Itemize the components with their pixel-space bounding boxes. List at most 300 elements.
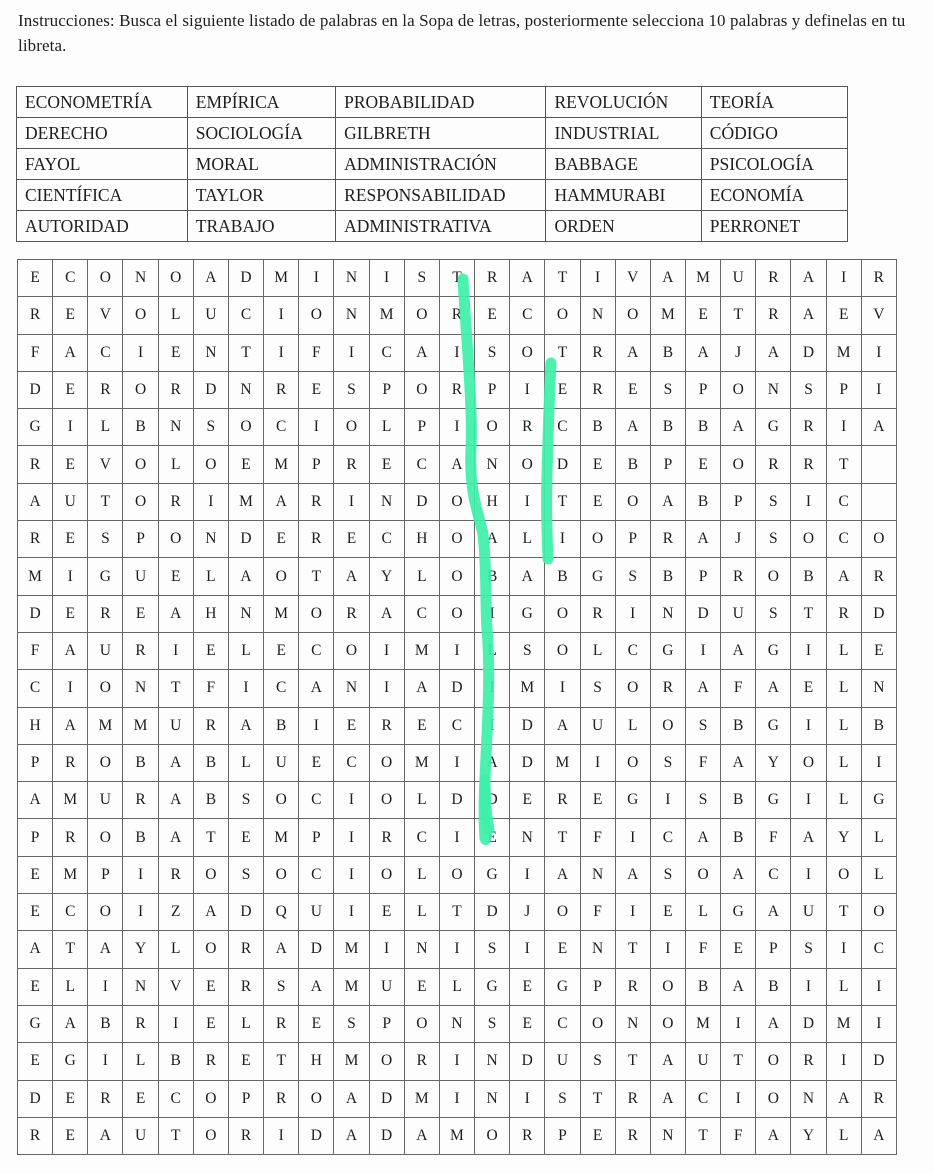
grid-cell[interactable]: B bbox=[158, 1043, 193, 1080]
grid-cell[interactable]: C bbox=[334, 744, 369, 781]
grid-cell[interactable]: E bbox=[685, 297, 720, 334]
grid-cell[interactable]: T bbox=[826, 446, 861, 483]
grid-cell[interactable]: B bbox=[123, 744, 158, 781]
grid-cell[interactable]: E bbox=[650, 894, 685, 931]
grid-cell[interactable]: U bbox=[123, 1117, 158, 1154]
grid-cell[interactable]: O bbox=[193, 1117, 228, 1154]
grid-cell[interactable]: E bbox=[580, 483, 615, 520]
grid-cell[interactable]: C bbox=[53, 260, 88, 297]
grid-cell[interactable]: R bbox=[369, 819, 404, 856]
grid-cell[interactable]: U bbox=[264, 744, 299, 781]
grid-cell[interactable]: O bbox=[685, 856, 720, 893]
grid-cell[interactable]: E bbox=[545, 371, 580, 408]
grid-cell[interactable]: T bbox=[615, 931, 650, 968]
grid-cell[interactable]: O bbox=[299, 297, 334, 334]
grid-cell[interactable]: O bbox=[439, 856, 474, 893]
grid-cell[interactable]: D bbox=[510, 707, 545, 744]
grid-cell[interactable]: M bbox=[88, 707, 123, 744]
grid-cell[interactable]: I bbox=[228, 670, 263, 707]
grid-cell[interactable]: I bbox=[53, 558, 88, 595]
grid-cell[interactable]: R bbox=[299, 521, 334, 558]
grid-cell[interactable]: S bbox=[475, 334, 510, 371]
grid-cell[interactable]: H bbox=[404, 521, 439, 558]
grid-cell[interactable]: O bbox=[615, 744, 650, 781]
grid-cell[interactable]: L bbox=[861, 819, 896, 856]
grid-cell[interactable]: V bbox=[615, 260, 650, 297]
grid-cell[interactable]: M bbox=[404, 744, 439, 781]
grid-cell[interactable]: I bbox=[861, 1005, 896, 1042]
grid-cell[interactable]: S bbox=[545, 1080, 580, 1117]
grid-cell[interactable]: O bbox=[404, 371, 439, 408]
grid-cell[interactable]: R bbox=[123, 1005, 158, 1042]
grid-cell[interactable]: M bbox=[685, 260, 720, 297]
grid-cell[interactable]: O bbox=[123, 371, 158, 408]
grid-cell[interactable]: I bbox=[826, 260, 861, 297]
grid-cell[interactable]: O bbox=[193, 446, 228, 483]
grid-cell[interactable]: M bbox=[510, 670, 545, 707]
grid-cell[interactable]: M bbox=[264, 260, 299, 297]
grid-cell[interactable]: O bbox=[228, 409, 263, 446]
grid-cell[interactable]: C bbox=[545, 409, 580, 446]
grid-cell[interactable]: I bbox=[158, 1005, 193, 1042]
grid-cell[interactable]: N bbox=[475, 1080, 510, 1117]
grid-cell[interactable]: C bbox=[615, 632, 650, 669]
grid-cell[interactable]: T bbox=[721, 1043, 756, 1080]
grid-cell[interactable]: N bbox=[123, 260, 158, 297]
grid-cell[interactable]: A bbox=[158, 595, 193, 632]
grid-cell[interactable]: O bbox=[545, 632, 580, 669]
grid-cell[interactable]: B bbox=[193, 744, 228, 781]
grid-cell[interactable]: E bbox=[158, 558, 193, 595]
grid-cell[interactable]: E bbox=[826, 297, 861, 334]
grid-cell[interactable]: S bbox=[650, 371, 685, 408]
grid-cell[interactable]: O bbox=[264, 782, 299, 819]
grid-cell[interactable]: D bbox=[369, 1080, 404, 1117]
grid-cell[interactable]: E bbox=[615, 371, 650, 408]
grid-cell[interactable]: N bbox=[756, 371, 791, 408]
grid-cell[interactable]: N bbox=[123, 968, 158, 1005]
grid-cell[interactable]: R bbox=[18, 446, 53, 483]
grid-cell[interactable]: D bbox=[439, 782, 474, 819]
grid-cell[interactable]: I bbox=[650, 782, 685, 819]
grid-cell[interactable]: B bbox=[650, 409, 685, 446]
grid-cell[interactable]: B bbox=[545, 558, 580, 595]
grid-cell[interactable]: D bbox=[475, 782, 510, 819]
grid-cell[interactable]: I bbox=[439, 819, 474, 856]
grid-cell[interactable]: E bbox=[369, 894, 404, 931]
grid-cell[interactable]: I bbox=[545, 521, 580, 558]
grid-cell[interactable]: E bbox=[299, 371, 334, 408]
grid-cell[interactable]: Q bbox=[264, 894, 299, 931]
grid-cell[interactable]: B bbox=[650, 558, 685, 595]
grid-cell[interactable]: I bbox=[615, 819, 650, 856]
grid-cell[interactable]: B bbox=[193, 782, 228, 819]
grid-cell[interactable]: A bbox=[264, 483, 299, 520]
grid-cell[interactable]: I bbox=[53, 409, 88, 446]
grid-cell[interactable]: A bbox=[18, 483, 53, 520]
grid-cell[interactable]: S bbox=[510, 632, 545, 669]
grid-cell[interactable]: O bbox=[580, 521, 615, 558]
grid-cell[interactable]: L bbox=[439, 968, 474, 1005]
grid-cell[interactable]: L bbox=[580, 632, 615, 669]
grid-cell[interactable]: F bbox=[18, 632, 53, 669]
grid-cell[interactable]: O bbox=[88, 744, 123, 781]
grid-cell[interactable]: A bbox=[334, 1080, 369, 1117]
grid-cell[interactable]: I bbox=[826, 409, 861, 446]
grid-cell[interactable]: C bbox=[88, 334, 123, 371]
grid-cell[interactable]: M bbox=[369, 297, 404, 334]
grid-cell[interactable]: N bbox=[123, 670, 158, 707]
grid-cell[interactable]: E bbox=[299, 744, 334, 781]
grid-cell[interactable]: P bbox=[475, 371, 510, 408]
grid-cell[interactable]: O bbox=[475, 409, 510, 446]
grid-cell[interactable]: C bbox=[18, 670, 53, 707]
grid-cell[interactable]: G bbox=[650, 632, 685, 669]
grid-cell[interactable]: R bbox=[756, 297, 791, 334]
grid-cell[interactable]: T bbox=[228, 334, 263, 371]
grid-cell[interactable]: O bbox=[369, 1043, 404, 1080]
grid-cell[interactable]: M bbox=[404, 1080, 439, 1117]
grid-cell[interactable]: G bbox=[756, 409, 791, 446]
grid-cell[interactable]: J bbox=[510, 894, 545, 931]
grid-cell[interactable]: C bbox=[264, 409, 299, 446]
grid-cell[interactable]: R bbox=[158, 856, 193, 893]
grid-cell[interactable]: U bbox=[158, 707, 193, 744]
grid-cell[interactable]: R bbox=[123, 782, 158, 819]
grid-cell[interactable]: C bbox=[826, 521, 861, 558]
grid-cell[interactable]: R bbox=[18, 1117, 53, 1154]
grid-cell[interactable]: O bbox=[334, 632, 369, 669]
grid-cell[interactable]: P bbox=[123, 521, 158, 558]
grid-cell[interactable]: C bbox=[158, 1080, 193, 1117]
grid-cell[interactable]: S bbox=[685, 707, 720, 744]
grid-cell[interactable]: E bbox=[53, 371, 88, 408]
grid-cell[interactable]: E bbox=[721, 931, 756, 968]
grid-cell[interactable]: I bbox=[791, 968, 826, 1005]
grid-cell[interactable]: R bbox=[228, 1117, 263, 1154]
grid-cell[interactable]: E bbox=[53, 1117, 88, 1154]
grid-cell[interactable]: T bbox=[721, 297, 756, 334]
grid-cell[interactable]: A bbox=[369, 595, 404, 632]
grid-cell[interactable]: T bbox=[545, 483, 580, 520]
grid-cell[interactable]: T bbox=[299, 558, 334, 595]
grid-cell[interactable]: E bbox=[193, 968, 228, 1005]
grid-cell[interactable]: O bbox=[299, 1080, 334, 1117]
grid-cell[interactable]: E bbox=[580, 1117, 615, 1154]
grid-cell[interactable]: O bbox=[369, 856, 404, 893]
grid-cell[interactable]: R bbox=[826, 595, 861, 632]
grid-cell[interactable]: O bbox=[369, 782, 404, 819]
grid-cell[interactable]: V bbox=[88, 297, 123, 334]
grid-cell[interactable]: S bbox=[193, 409, 228, 446]
grid-cell[interactable]: A bbox=[615, 856, 650, 893]
grid-cell[interactable]: E bbox=[334, 707, 369, 744]
grid-cell[interactable]: C bbox=[404, 446, 439, 483]
grid-cell[interactable]: T bbox=[439, 894, 474, 931]
grid-cell[interactable]: E bbox=[228, 819, 263, 856]
grid-cell[interactable]: E bbox=[475, 819, 510, 856]
grid-cell[interactable]: A bbox=[826, 1080, 861, 1117]
grid-cell[interactable]: Y bbox=[756, 744, 791, 781]
grid-cell[interactable]: B bbox=[685, 483, 720, 520]
grid-cell[interactable]: L bbox=[826, 707, 861, 744]
grid-cell[interactable]: D bbox=[228, 260, 263, 297]
grid-cell[interactable]: O bbox=[439, 558, 474, 595]
grid-cell[interactable]: R bbox=[299, 483, 334, 520]
grid-cell[interactable]: G bbox=[861, 782, 896, 819]
grid-cell[interactable]: I bbox=[475, 595, 510, 632]
grid-cell[interactable]: B bbox=[475, 558, 510, 595]
grid-cell[interactable]: P bbox=[580, 968, 615, 1005]
grid-cell[interactable]: O bbox=[123, 297, 158, 334]
grid-cell[interactable] bbox=[861, 446, 896, 483]
grid-cell[interactable]: I bbox=[685, 632, 720, 669]
grid-cell[interactable]: I bbox=[123, 334, 158, 371]
grid-cell[interactable]: R bbox=[756, 446, 791, 483]
grid-cell[interactable]: M bbox=[18, 558, 53, 595]
grid-cell[interactable]: I bbox=[510, 371, 545, 408]
grid-cell[interactable]: A bbox=[439, 446, 474, 483]
grid-cell[interactable]: L bbox=[861, 856, 896, 893]
grid-cell[interactable] bbox=[861, 483, 896, 520]
grid-cell[interactable]: A bbox=[756, 334, 791, 371]
grid-cell[interactable]: A bbox=[334, 1117, 369, 1154]
grid-cell[interactable]: E bbox=[18, 968, 53, 1005]
grid-cell[interactable]: T bbox=[264, 1043, 299, 1080]
grid-cell[interactable]: B bbox=[721, 819, 756, 856]
grid-cell[interactable]: N bbox=[510, 819, 545, 856]
grid-cell[interactable]: I bbox=[615, 595, 650, 632]
grid-cell[interactable]: B bbox=[791, 558, 826, 595]
grid-cell[interactable]: I bbox=[299, 409, 334, 446]
grid-cell[interactable]: O bbox=[404, 1005, 439, 1042]
grid-cell[interactable]: O bbox=[650, 1005, 685, 1042]
grid-cell[interactable]: A bbox=[791, 297, 826, 334]
grid-cell[interactable]: A bbox=[721, 632, 756, 669]
grid-cell[interactable]: A bbox=[334, 558, 369, 595]
grid-cell[interactable]: I bbox=[791, 782, 826, 819]
grid-cell[interactable]: S bbox=[580, 670, 615, 707]
grid-cell[interactable]: E bbox=[18, 260, 53, 297]
grid-cell[interactable]: C bbox=[369, 521, 404, 558]
grid-cell[interactable]: A bbox=[721, 744, 756, 781]
grid-cell[interactable]: P bbox=[18, 819, 53, 856]
grid-cell[interactable]: R bbox=[193, 1043, 228, 1080]
grid-cell[interactable]: D bbox=[791, 334, 826, 371]
grid-cell[interactable]: A bbox=[756, 670, 791, 707]
grid-cell[interactable]: T bbox=[545, 260, 580, 297]
grid-cell[interactable]: A bbox=[53, 334, 88, 371]
grid-cell[interactable]: M bbox=[826, 1005, 861, 1042]
grid-cell[interactable]: A bbox=[299, 670, 334, 707]
grid-cell[interactable]: T bbox=[791, 595, 826, 632]
grid-cell[interactable]: S bbox=[650, 744, 685, 781]
grid-cell[interactable]: A bbox=[545, 707, 580, 744]
grid-cell[interactable]: R bbox=[439, 297, 474, 334]
grid-cell[interactable]: I bbox=[439, 1080, 474, 1117]
grid-cell[interactable]: H bbox=[299, 1043, 334, 1080]
grid-cell[interactable]: T bbox=[158, 670, 193, 707]
grid-cell[interactable]: I bbox=[369, 632, 404, 669]
grid-cell[interactable]: R bbox=[228, 968, 263, 1005]
grid-cell[interactable]: A bbox=[158, 782, 193, 819]
grid-cell[interactable]: R bbox=[334, 595, 369, 632]
grid-cell[interactable]: G bbox=[615, 782, 650, 819]
grid-cell[interactable]: C bbox=[264, 670, 299, 707]
grid-cell[interactable]: D bbox=[299, 931, 334, 968]
grid-cell[interactable]: I bbox=[334, 856, 369, 893]
grid-cell[interactable]: R bbox=[861, 558, 896, 595]
grid-cell[interactable]: T bbox=[88, 483, 123, 520]
grid-cell[interactable]: N bbox=[193, 334, 228, 371]
grid-cell[interactable]: S bbox=[228, 782, 263, 819]
grid-cell[interactable]: I bbox=[88, 1043, 123, 1080]
grid-cell[interactable]: I bbox=[721, 1005, 756, 1042]
grid-cell[interactable]: D bbox=[193, 371, 228, 408]
grid-cell[interactable]: I bbox=[369, 670, 404, 707]
grid-cell[interactable]: F bbox=[756, 819, 791, 856]
grid-cell[interactable]: R bbox=[580, 334, 615, 371]
grid-cell[interactable]: P bbox=[826, 371, 861, 408]
grid-cell[interactable]: B bbox=[756, 968, 791, 1005]
grid-cell[interactable]: R bbox=[439, 371, 474, 408]
grid-cell[interactable]: A bbox=[791, 819, 826, 856]
grid-cell[interactable]: O bbox=[791, 521, 826, 558]
grid-cell[interactable]: I bbox=[439, 632, 474, 669]
grid-cell[interactable]: S bbox=[756, 521, 791, 558]
grid-cell[interactable]: I bbox=[88, 968, 123, 1005]
grid-cell[interactable]: V bbox=[88, 446, 123, 483]
grid-cell[interactable]: P bbox=[685, 558, 720, 595]
grid-cell[interactable]: A bbox=[510, 260, 545, 297]
grid-cell[interactable]: M bbox=[53, 856, 88, 893]
grid-cell[interactable]: O bbox=[861, 894, 896, 931]
grid-cell[interactable]: A bbox=[650, 260, 685, 297]
grid-cell[interactable]: G bbox=[756, 782, 791, 819]
grid-cell[interactable]: I bbox=[510, 856, 545, 893]
grid-cell[interactable]: F bbox=[299, 334, 334, 371]
grid-cell[interactable]: P bbox=[685, 371, 720, 408]
grid-cell[interactable]: O bbox=[510, 446, 545, 483]
grid-cell[interactable]: O bbox=[193, 931, 228, 968]
grid-cell[interactable]: O bbox=[545, 894, 580, 931]
grid-cell[interactable]: I bbox=[580, 260, 615, 297]
grid-cell[interactable]: O bbox=[264, 856, 299, 893]
grid-cell[interactable]: I bbox=[826, 931, 861, 968]
grid-cell[interactable]: D bbox=[228, 894, 263, 931]
grid-cell[interactable]: U bbox=[193, 297, 228, 334]
grid-cell[interactable]: L bbox=[228, 744, 263, 781]
grid-cell[interactable]: E bbox=[264, 632, 299, 669]
grid-cell[interactable]: V bbox=[158, 968, 193, 1005]
grid-cell[interactable]: U bbox=[721, 260, 756, 297]
grid-cell[interactable]: O bbox=[791, 744, 826, 781]
grid-cell[interactable]: P bbox=[299, 446, 334, 483]
grid-cell[interactable]: A bbox=[861, 409, 896, 446]
grid-cell[interactable]: T bbox=[545, 819, 580, 856]
grid-cell[interactable]: O bbox=[193, 1080, 228, 1117]
grid-cell[interactable]: R bbox=[88, 1080, 123, 1117]
grid-cell[interactable]: E bbox=[791, 670, 826, 707]
grid-cell[interactable]: S bbox=[475, 1005, 510, 1042]
grid-cell[interactable]: I bbox=[158, 632, 193, 669]
grid-cell[interactable]: G bbox=[53, 1043, 88, 1080]
grid-cell[interactable]: E bbox=[580, 446, 615, 483]
grid-cell[interactable]: M bbox=[650, 297, 685, 334]
grid-cell[interactable]: E bbox=[53, 595, 88, 632]
grid-cell[interactable]: R bbox=[264, 1005, 299, 1042]
grid-cell[interactable]: C bbox=[53, 894, 88, 931]
grid-cell[interactable]: S bbox=[475, 931, 510, 968]
grid-cell[interactable]: R bbox=[228, 931, 263, 968]
grid-cell[interactable]: R bbox=[791, 446, 826, 483]
grid-cell[interactable]: L bbox=[158, 446, 193, 483]
grid-cell[interactable]: O bbox=[88, 819, 123, 856]
grid-cell[interactable]: I bbox=[545, 670, 580, 707]
grid-cell[interactable]: B bbox=[123, 409, 158, 446]
grid-cell[interactable]: L bbox=[404, 894, 439, 931]
grid-cell[interactable]: H bbox=[475, 483, 510, 520]
grid-cell[interactable]: E bbox=[475, 297, 510, 334]
grid-cell[interactable]: A bbox=[299, 968, 334, 1005]
grid-cell[interactable]: N bbox=[439, 1005, 474, 1042]
grid-cell[interactable]: E bbox=[861, 632, 896, 669]
grid-cell[interactable]: L bbox=[53, 968, 88, 1005]
grid-cell[interactable]: E bbox=[53, 521, 88, 558]
grid-cell[interactable]: L bbox=[404, 856, 439, 893]
grid-cell[interactable]: E bbox=[404, 707, 439, 744]
grid-cell[interactable]: I bbox=[721, 1080, 756, 1117]
grid-cell[interactable]: C bbox=[685, 1080, 720, 1117]
grid-cell[interactable]: U bbox=[299, 894, 334, 931]
grid-cell[interactable]: M bbox=[404, 632, 439, 669]
grid-cell[interactable]: A bbox=[158, 744, 193, 781]
grid-cell[interactable]: O bbox=[580, 1005, 615, 1042]
grid-cell[interactable]: D bbox=[861, 1043, 896, 1080]
grid-cell[interactable]: D bbox=[228, 521, 263, 558]
grid-cell[interactable]: C bbox=[756, 856, 791, 893]
grid-cell[interactable]: A bbox=[53, 707, 88, 744]
grid-cell[interactable]: E bbox=[193, 632, 228, 669]
grid-cell[interactable]: O bbox=[650, 968, 685, 1005]
grid-cell[interactable]: I bbox=[299, 260, 334, 297]
grid-cell[interactable]: C bbox=[650, 819, 685, 856]
grid-cell[interactable]: V bbox=[861, 297, 896, 334]
grid-cell[interactable]: P bbox=[615, 521, 650, 558]
grid-cell[interactable]: O bbox=[721, 371, 756, 408]
grid-cell[interactable]: R bbox=[264, 1080, 299, 1117]
grid-cell[interactable]: R bbox=[18, 521, 53, 558]
grid-cell[interactable]: P bbox=[18, 744, 53, 781]
grid-cell[interactable]: D bbox=[545, 446, 580, 483]
grid-cell[interactable]: I bbox=[791, 707, 826, 744]
grid-cell[interactable]: I bbox=[475, 707, 510, 744]
grid-cell[interactable]: I bbox=[439, 931, 474, 968]
grid-cell[interactable]: N bbox=[861, 670, 896, 707]
grid-cell[interactable]: O bbox=[264, 558, 299, 595]
grid-cell[interactable]: I bbox=[369, 931, 404, 968]
grid-cell[interactable]: T bbox=[580, 1080, 615, 1117]
grid-cell[interactable]: A bbox=[721, 409, 756, 446]
grid-cell[interactable]: O bbox=[123, 446, 158, 483]
grid-cell[interactable]: U bbox=[369, 968, 404, 1005]
grid-cell[interactable]: P bbox=[545, 1117, 580, 1154]
grid-cell[interactable]: S bbox=[791, 931, 826, 968]
grid-cell[interactable]: I bbox=[510, 931, 545, 968]
grid-cell[interactable]: N bbox=[791, 1080, 826, 1117]
grid-cell[interactable]: M bbox=[228, 483, 263, 520]
grid-cell[interactable]: G bbox=[580, 558, 615, 595]
